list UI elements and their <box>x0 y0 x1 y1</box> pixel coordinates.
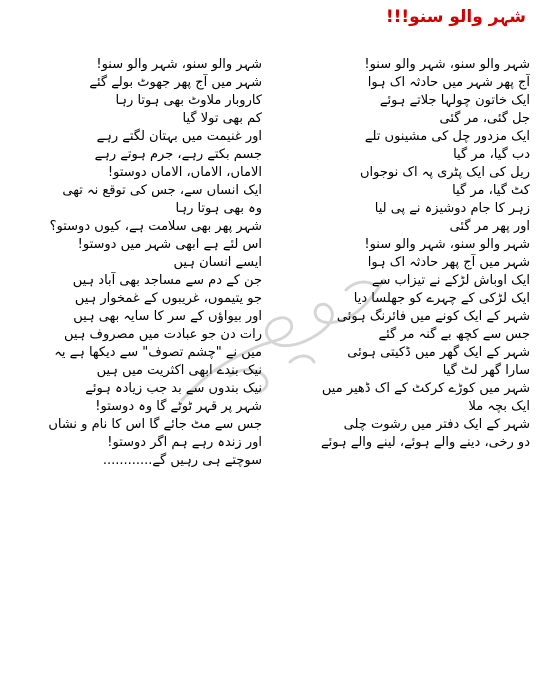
poem-line: دو رخی، دینے والے ہوئے، لینے والے ہوئے <box>321 435 530 450</box>
poem-line: شہر پر قہر ٹوٹے گا وہ دوستو! <box>95 399 262 414</box>
poem-line: ریل کی ایک پٹری پہ اک نوجواں <box>359 165 530 180</box>
poem-line: جو یتیموں، غریبوں کے غمخوار ہیں <box>74 291 262 306</box>
poem-line: سارا گھر لٹ گیا <box>442 363 530 378</box>
poem-line: ایک اوباش لڑکے نے تیزاب سے <box>371 273 530 288</box>
poem-line: شہر پھر بھی سلامت ہے، کیوں دوستو؟ <box>49 219 262 234</box>
poem-line: شہر میں آج پھر حادثہ اک ہوا <box>367 255 530 270</box>
poem-line: اور بیواؤں کے سر کا سایہ بھی ہیں <box>73 309 262 324</box>
poem-line: شہر میں کوڑے کرکٹ کے اک ڈھیر میں <box>321 381 530 396</box>
left-column <box>4 56 262 470</box>
poem-line: اور پھر مر گئی <box>449 219 530 234</box>
poem-line: ایک انساں سے، جس کی توقع نہ تھی <box>62 183 262 198</box>
poem-line: جسم بکتے رہے، جرم ہوتے رہے <box>94 147 262 162</box>
poem-line: زہر کا جام دوشیزہ نے پی لیا <box>374 201 530 216</box>
poem-line: ایک خاتون چولہا جلاتے ہوئے <box>379 93 530 108</box>
poem-line: میں نے "چشم تصوف" سے دیکھا ہے یہ <box>54 345 262 360</box>
poem-line: شہر میں آج پھر جھوٹ بولے گئے <box>89 75 262 90</box>
poem-line: اور غنیمت میں بہتان لگتے رہے <box>96 129 262 144</box>
poem-line: ایک لڑکی کے چہرے کو جھلسا دیا <box>353 291 530 306</box>
poem-line: شہر والو سنو، شہر والو سنو! <box>364 237 530 252</box>
poem-line: سوچتے ہی رہیں گے............ <box>102 453 262 468</box>
poem-line: شہر کے ایک کونے میں فائرنگ ہوئی <box>336 309 530 324</box>
poem-line: اس لئے ہے ابھی شہر میں دوستو! <box>77 237 262 252</box>
poem-line: نیک بندوں سے بد جب زیادہ ہوئے <box>85 381 262 396</box>
poem-line: جل گئی، مر گئی <box>439 111 530 126</box>
poem-line: جن کے دم سے مساجد بھی آباد ہیں <box>72 273 262 288</box>
poem-line: جس سے مٹ جائے گا اس کا نام و نشاں <box>48 417 262 432</box>
poem-line: ایک مزدور چل کی مشینوں تلے <box>364 129 530 144</box>
poem-line: شہر کے ایک گھر میں ڈکیتی ہوئی <box>347 345 530 360</box>
right-column <box>272 56 530 452</box>
poem-line: کٹ گیا، مر گیا <box>452 183 530 198</box>
poem-line: وہ بھی ہوتا رہا <box>175 201 262 216</box>
poem-line: شہر کے ایک دفتر میں رشوت چلی <box>343 417 530 432</box>
poem-line: رات دن جو عبادت میں مصروف ہیں <box>63 327 262 342</box>
poem-line: شہر والو سنو، شہر والو سنو! <box>364 57 530 72</box>
poem-line: ایسے انسان ہیں <box>173 255 262 270</box>
poem-title: شہر والو سنو!!! <box>385 7 526 27</box>
poem-line: دب گیا، مر گیا <box>453 147 530 162</box>
poem-line: نیک بندے ابھی اکثریت میں ہیں <box>96 363 262 378</box>
poem-line: کاروبار ملاوٹ بھی ہوتا رہا <box>115 93 262 108</box>
poem-line: شہر والو سنو، شہر والو سنو! <box>96 57 262 72</box>
poem-line: آج پھر شہر میں حادثہ اک ہوا <box>367 75 530 90</box>
poem-line: کم بھی تولا گیا <box>182 111 262 126</box>
poem-line: اور زندہ رہے ہم اگر دوستو! <box>107 435 262 450</box>
poem-line: الاماں، الاماں، الاماں دوستو! <box>107 165 262 180</box>
poem-line: جس سے کچھ بے گنہ مر گئے <box>378 327 530 342</box>
poem-line: ایک بچہ ملا <box>468 399 530 414</box>
